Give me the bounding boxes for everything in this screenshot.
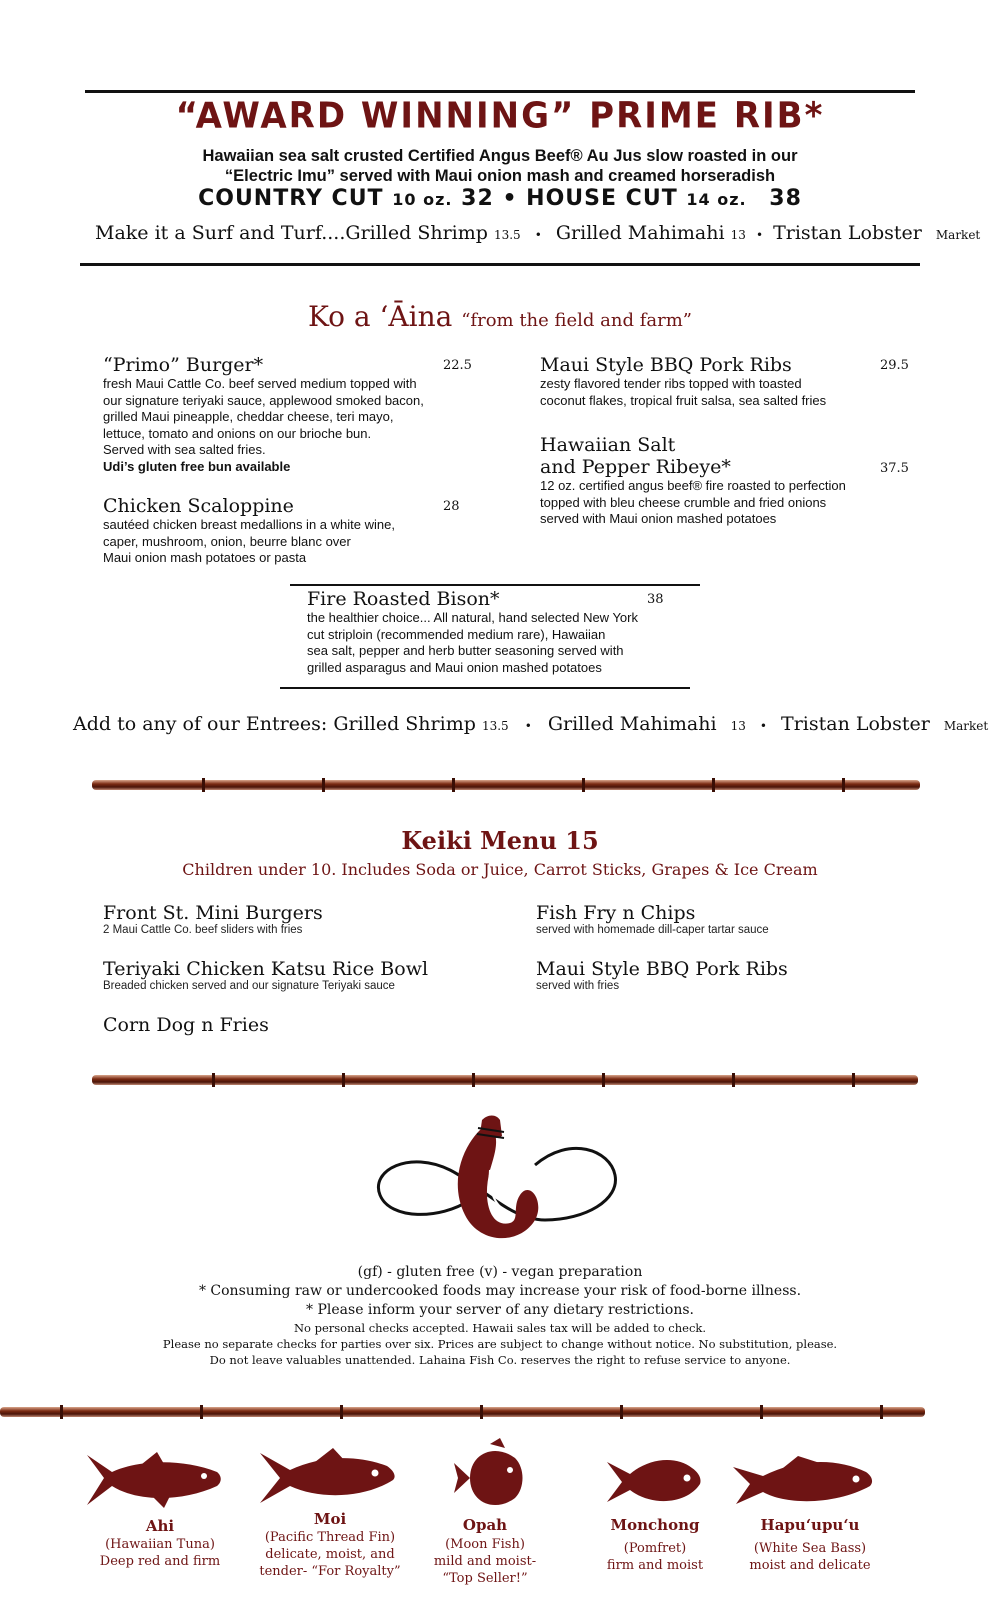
policy-line-checks: No personal checks accepted. Hawaii sales tax will be added to check. <box>293 1321 707 1335</box>
moonfish-icon <box>450 1438 530 1518</box>
fish-desc-monchong: (Pomfret) firm and moist <box>606 1541 704 1573</box>
fish-name-opah: Opah <box>462 1516 508 1534</box>
country-cut-price: 32 <box>461 186 494 211</box>
ko-a-aina-title: Ko a ‘Āina “from the field and farm” <box>307 300 693 333</box>
pomfret-icon <box>602 1452 707 1512</box>
keiki-item-bbq-ribs: Maui Style BBQ Pork Ribs served with fries <box>536 958 788 992</box>
surf-and-turf-line: Make it a Surf and Turf....Grilled Shrimp 13.5 • Grilled Mahimahi 13 • Tristan Lobster Market <box>95 222 981 244</box>
menu-item-bbq-pork-ribs: Maui Style BBQ Pork Ribs 29.5 zesty flavored tender ribs topped with toasted coconut flakes, tropical fruit salsa, sea salted fries <box>540 354 909 408</box>
entree-addons-line: Add to any of our Entrees: Grilled Shrimp 13.5 • Grilled Mahimahi 13 • Tristan Lobster Market <box>73 713 989 735</box>
fish-hook-icon <box>370 1110 630 1250</box>
fish-desc-opah: (Moon Fish) mild and moist- “Top Seller!” <box>433 1537 537 1586</box>
bamboo-divider <box>92 780 920 790</box>
dietary-legend: (gf) - gluten free (v) - vegan preparation <box>357 1264 643 1280</box>
fish-name-hapuupuu: Hapu‘upu‘u <box>760 1516 860 1534</box>
menu-item-ribeye: Hawaiian Salt and Pepper Ribeye* 37.5 12 oz. certified angus beef® fire roasted to perfection topped with bleu cheese crumble and fried onions served with Maui onion mashed potatoes <box>540 434 909 526</box>
bamboo-divider <box>92 1075 918 1085</box>
dietary-restriction-note: * Please inform your server of any dietary restrictions. <box>306 1302 694 1318</box>
bison-top-rule <box>290 584 700 586</box>
house-cut-oz: 14 oz. <box>686 190 747 209</box>
fish-name-monchong: Monchong <box>610 1516 700 1534</box>
house-cut-label: HOUSE CUT <box>526 186 678 211</box>
prime-rib-bottom-rule <box>80 263 920 266</box>
house-cut-price: 38 <box>769 186 802 211</box>
fish-name-ahi: Ahi <box>145 1517 175 1535</box>
menu-item-chicken-scaloppine: Chicken Scaloppine 28 sautéed chicken breast medallions in a white wine, caper, mushroom, onion, beurre blanc over Maui onion mash potatoes or pasta <box>103 495 460 565</box>
menu-item-primo-burger: “Primo” Burger* 22.5 fresh Maui Cattle Co. beef served medium topped with our signature teriyaki sauce, applewood smoked bacon, grilled Maui pineapple, cheddar cheese, teri mayo, lettuce, tomato and onions on our brioche bun. Served with sea salted fries. Udi’s gluten free bun available <box>103 354 472 474</box>
gluten-free-note: Udi’s gluten free bun available <box>103 458 291 474</box>
tuna-icon <box>82 1450 227 1510</box>
threadfin-icon <box>255 1448 400 1508</box>
prime-rib-description: Hawaiian sea salt crusted Certified Angus Beef® Au Jus slow roasted in our “Electric Imu” served with Maui onion mash and creamed horseradish <box>202 147 798 185</box>
keiki-item-corn-dog: Corn Dog n Fries <box>103 1014 269 1036</box>
keiki-menu-subtitle: Children under 10. Includes Soda or Juice, Carrot Sticks, Grapes & Ice Cream <box>182 860 818 879</box>
country-cut-label: COUNTRY CUT <box>198 186 384 211</box>
fish-desc-hapuupuu: (White Sea Bass) moist and delicate <box>749 1541 871 1573</box>
policy-line-separate-checks: Please no separate checks for parties over six. Prices are subject to change without notice. No substitution, please. <box>162 1337 838 1351</box>
bison-bottom-rule <box>280 687 690 689</box>
keiki-item-fish-fry: Fish Fry n Chips served with homemade dill-caper tartar sauce <box>536 902 769 936</box>
bamboo-divider <box>0 1407 925 1417</box>
sea-bass-icon <box>728 1452 878 1512</box>
keiki-item-katsu-bowl: Teriyaki Chicken Katsu Rice Bowl Breaded chicken served and our signature Teriyaki sauce <box>103 958 429 992</box>
prime-rib-title: “AWARD WINNING” PRIME RIB* <box>175 95 825 137</box>
fish-name-moi: Moi <box>313 1510 347 1528</box>
raw-food-warning: * Consuming raw or undercooked foods may increase your risk of food-borne illness. <box>198 1283 802 1299</box>
keiki-menu-title: Keiki Menu 15 <box>401 826 599 855</box>
top-rule <box>85 90 915 93</box>
keiki-item-mini-burgers: Front St. Mini Burgers 2 Maui Cattle Co. beef sliders with fries <box>103 902 323 936</box>
menu-item-fire-roasted-bison: Fire Roasted Bison* 38 the healthier choice... All natural, hand selected New York cut striploin (recommended medium rare), Hawaiian sea salt, pepper and herb butter seasoning served with grilled asparagus and Maui onion mashed potatoes <box>307 588 664 675</box>
policy-line-valuables: Do not leave valuables unattended. Lahaina Fish Co. reserves the right to refuse service to anyone. <box>209 1353 791 1367</box>
country-cut-oz: 10 oz. <box>392 190 453 209</box>
fish-desc-moi: (Pacific Thread Fin) delicate, moist, and tender- “For Royalty” <box>259 1530 401 1579</box>
prime-rib-cuts: COUNTRY CUT 10 oz. 32 • HOUSE CUT 14 oz. 38 <box>198 186 802 211</box>
fish-desc-ahi: (Hawaiian Tuna) Deep red and firm <box>99 1537 221 1569</box>
